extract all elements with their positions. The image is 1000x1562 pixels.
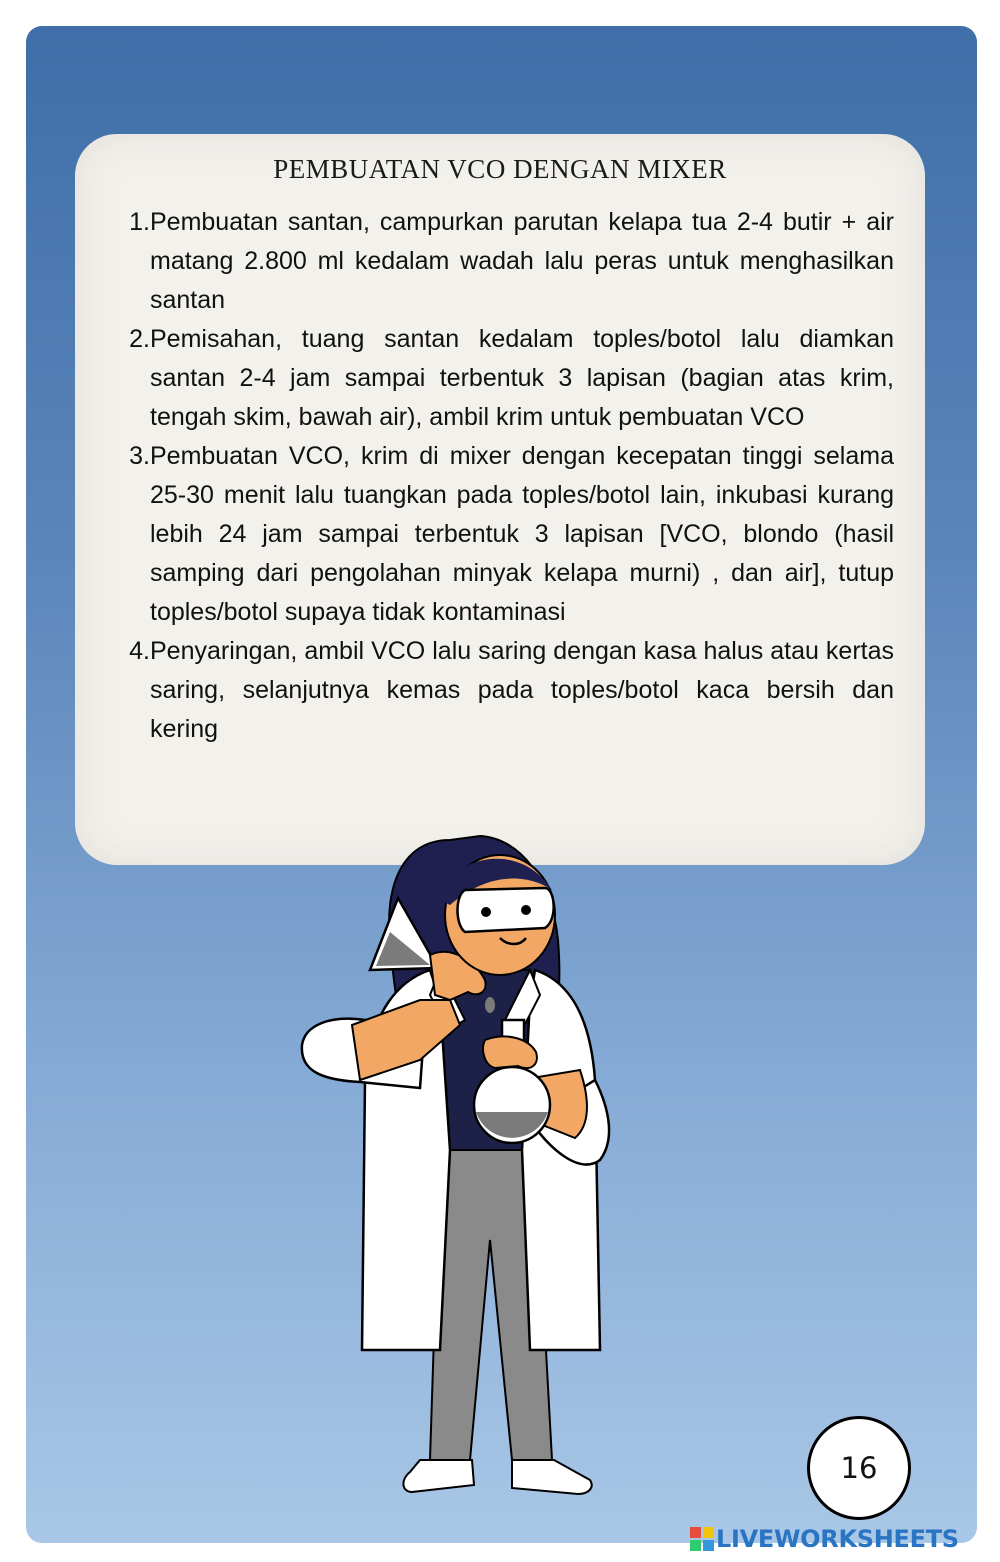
steps-list	[115, 203, 894, 749]
step-text: Penyaringan, ambil VCO lalu saring dengan kasa halus atau kertas saring, selanjutnya kemas pada toples/botol kaca bersih dan kering	[150, 637, 894, 743]
list-item	[115, 320, 894, 437]
page-number-badge	[807, 1416, 911, 1520]
page-number: 16	[840, 1451, 878, 1485]
step-number: 3.	[129, 442, 150, 470]
watermark-text: LIVEWORKSHEETS	[716, 1525, 959, 1553]
step-text: Pembuatan VCO, krim di mixer dengan kecepatan tinggi selama 25-30 menit lalu tuangkan pada toples/botol lain, inkubasi kurang lebih 24 jam sampai terbentuk 3 lapisan [VCO, blondo (hasil samping dari pengolahan minyak kelapa murni) , dan air], tutup toples/botol supaya tidak kontaminasi	[150, 442, 894, 626]
list-item	[115, 632, 894, 749]
step-text: Pembuatan santan, campurkan parutan kelapa tua 2-4 butir + air matang 2.800 ml kedalam wadah lalu peras untuk menghasilkan santan	[150, 208, 894, 314]
step-number: 2.	[129, 325, 150, 353]
list-item	[115, 203, 894, 320]
scientist-illustration	[290, 820, 630, 1530]
page-title: PEMBUATAN VCO DENGAN MIXER	[273, 154, 727, 184]
step-number: 1.	[129, 208, 150, 236]
liveworksheets-logo-icon	[690, 1527, 714, 1551]
step-text: Pemisahan, tuang santan kedalam toples/botol lalu diamkan santan 2-4 jam sampai terbentuk 3 lapisan (bagian atas krim, tengah skim, bawah air), ambil krim untuk pembuatan VCO	[150, 325, 894, 431]
watermark	[690, 1524, 959, 1554]
step-number: 4.	[129, 637, 150, 665]
list-item	[115, 437, 894, 632]
